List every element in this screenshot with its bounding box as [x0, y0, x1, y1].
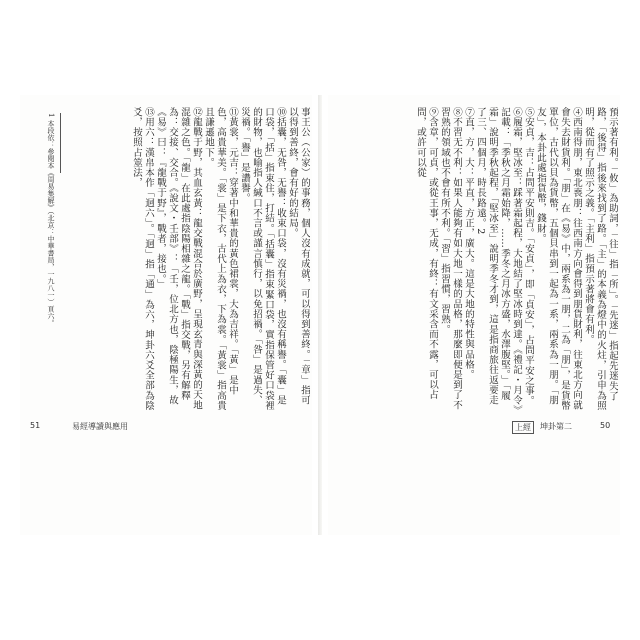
paragraph: ⑧不習无不利：如果人能夠有如大地一樣的品格，那麼即便是到了不習熟的領域也不會有所不利。「習」指習慣，習熟。	[439, 107, 462, 410]
paragraph: ⑨含章，可貞，或從王事，无成，有終：有文采含而不露，可以占問，或許可以從	[415, 107, 438, 400]
paragraph: ⑤安貞，吉：占問平安則吉。「安貞」，即「貞安」，占問平安之事。	[523, 107, 534, 406]
paragraph: ④西南得朋，東北喪朋：往西南方向會得到朋貨財利，往東北方向就會失去財貨利。「朋」在《易》中，兩系為一朋，二為「朋」，是貨幣單位，古代以貝為貨幣，五個貝串到一起為一系，兩系為一朋。「朋友」，本卦此處指貨幣，錢財。	[535, 107, 582, 411]
page-number: 51	[30, 421, 41, 430]
right-page	[328, 95, 620, 535]
running-title: 易經導讀與應用	[72, 422, 128, 431]
left-page	[20, 95, 312, 535]
left-body-text	[70, 107, 310, 412]
paragraph: 預示著有利。「攸」為助詞，「往」指「所」。「先迷」指起先迷失了路，「後得」指後來找到了路。「主」的本義為燈中的火炷，引申為照明，從而有了照示之義。「主利」指預示著將會有利。	[583, 107, 618, 411]
paragraph: ⑫龍戰于野，其血玄黃：龍交戰混合於廣野，呈現玄青與深黃的天地混雜之色。「龍」在此處指陰陽相雜之龍。「戰」指交戰，另有解釋為：交接、交合。《說文・壬部》：「壬，位北方也，陰極陽生，故《易》曰：『龍戰于野』，戰者，接也。」	[155, 107, 202, 410]
paragraph: ⑥履霜，堅冰至：踩著霜起程，大地結了堅冰時到達。《禮記・月令》記載：「季秋之月霜始降，……季冬之月冰方盛，水澤腹堅。」「履霜」說明季秋起程，「堅冰至」說明季冬才到，這是指商旅往返要走了三、四個月，時長路遠。2	[475, 107, 522, 411]
right-body-text	[332, 107, 618, 412]
paragraph: ⑬用六：漢帛本作「迵六」。「迵」指「通」為六，坤卦六爻全部為陰爻，按照占筮法，	[131, 107, 154, 411]
page-number: 50	[600, 421, 611, 430]
book-gutter	[318, 95, 322, 535]
footnote-rule	[60, 113, 61, 173]
paragraph: 事王公（公家）的事務，個人沒有成就，可以得到善終。「章」指可以得到善終，會有好的結局。	[287, 107, 310, 406]
footnote-column: 1 本段依：參閱本《周易集解》（北京：中華書局，一九八一）頁六。	[47, 113, 55, 327]
running-title: 坤卦第二	[540, 422, 572, 431]
paragraph: ⑩括囊，无咎，无譽：收束口袋，沒有災禍，也沒有稱譽。「囊」是口袋，「括」指束住，打結。「括囊」指束緊口袋，實指保管好口袋裡的財物，也喻指人緘口不言或謹言慎行，以免招禍。「咎」是過失、災禍。「譽」是讚譽。	[239, 107, 286, 411]
section-tag: 上經	[512, 421, 534, 434]
paragraph: ⑪黃裳，元吉：穿著中和華貴的黃色裙裳，大為吉祥。「黃」是中色，高貴華美。「裳」是下衣，古代上為衣，下為裳。「黃裳」指高貴且謙遜地下。	[203, 107, 238, 411]
paragraph: ⑦直，方，大：平直，方正，廣大。這是大地的特性與品格。	[463, 107, 474, 380]
